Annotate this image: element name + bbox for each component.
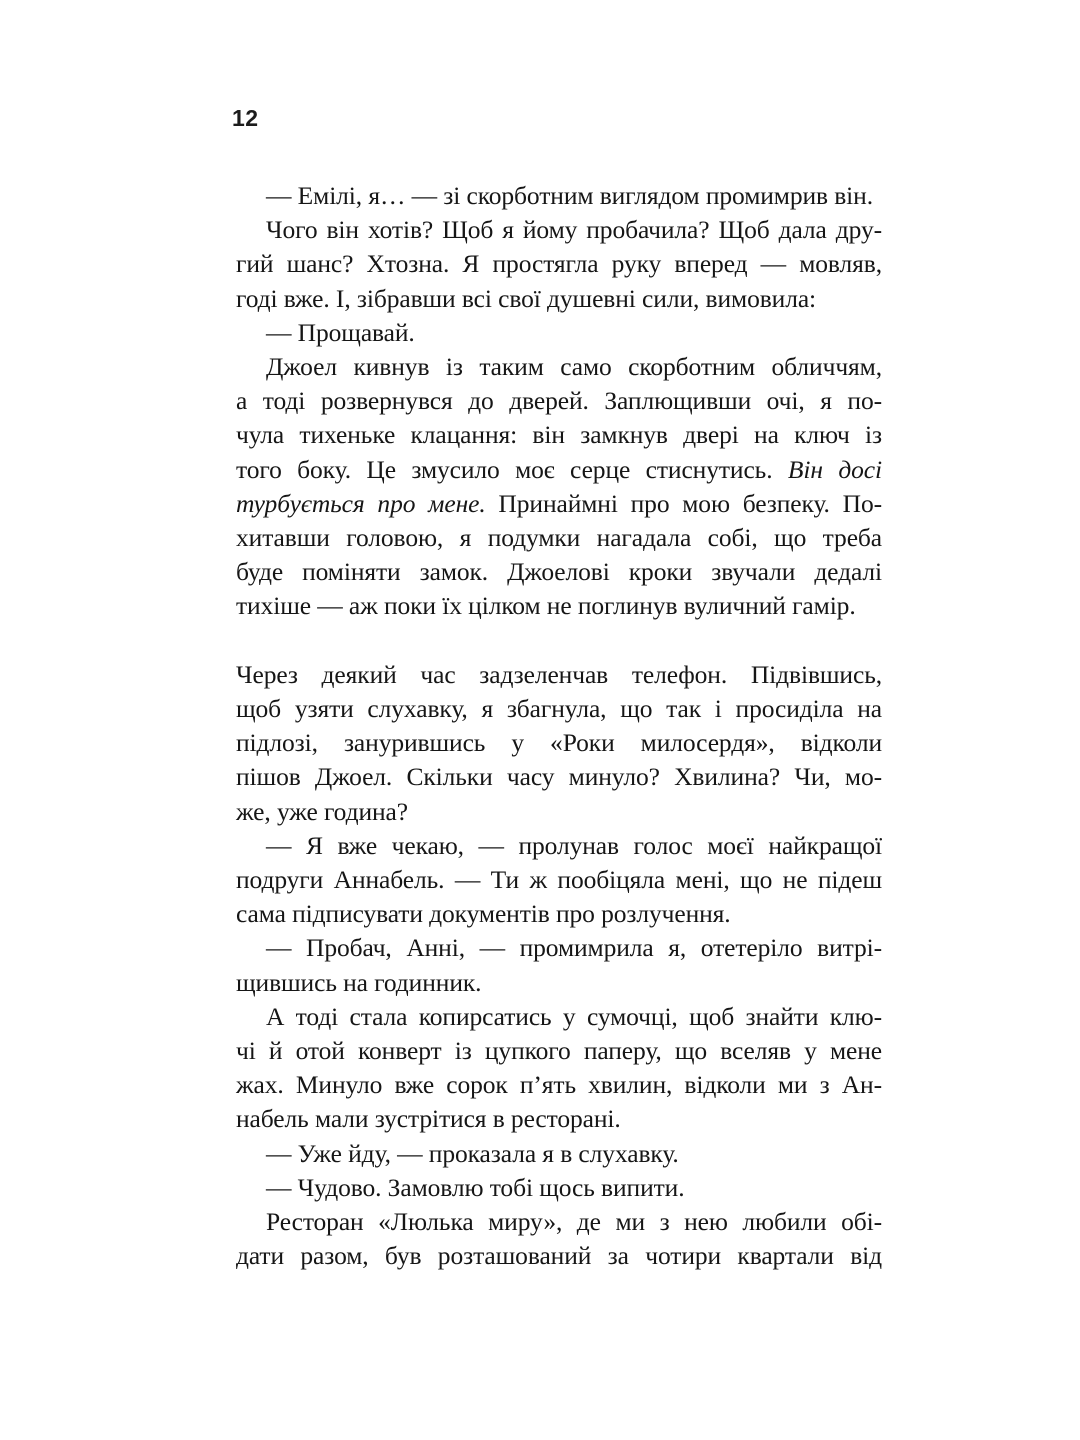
text-line <box>236 897 882 931</box>
text-segment: Через деякий час задзеленчав телефон. Підвівшись, <box>236 659 882 689</box>
text-segment: подруги Аннабель. — Ти ж пообіцяла мені, що не підеш <box>236 865 882 895</box>
page-number: 12 <box>232 105 259 131</box>
text-line <box>236 829 882 863</box>
page-text <box>236 179 882 1273</box>
text-segment: чі й отой конверт із цупкого паперу, що вселяв у мене <box>236 1036 882 1066</box>
text-line <box>236 760 882 794</box>
text-line <box>236 418 882 452</box>
text-segment: А тоді стала копирсатись у сумочці, щоб знайти клю- <box>266 1001 882 1031</box>
text-line <box>236 350 882 384</box>
text-segment: жах. Минуло вже сорок п’ять хвилин, відколи ми з Ан- <box>236 1070 882 1100</box>
text-line <box>236 658 882 692</box>
text-segment: же, уже година? <box>236 796 408 826</box>
text-line <box>236 384 882 418</box>
text-line <box>236 795 882 829</box>
text-segment: хитавши головою, я подумки нагадала собі, що треба <box>236 523 882 553</box>
text-line <box>236 863 882 897</box>
text-line <box>236 487 882 521</box>
text-segment: — Пробач, Анні, — промимрила я, отетеріло витрі- <box>266 933 882 963</box>
text-segment: — Емілі, я… — зі скорботним виглядом промимрив він. <box>266 181 873 210</box>
text-line <box>236 1000 882 1034</box>
text-line <box>236 1137 882 1171</box>
text-segment: дати разом, був розташований за чотири квартали від <box>236 1241 882 1271</box>
text-segment: Принаймні про мою безпеку. По- <box>485 488 882 518</box>
text-segment: набель мали зустрітися в ресторані. <box>236 1104 621 1134</box>
text-line <box>236 521 882 555</box>
text-line <box>236 1068 882 1102</box>
text-line <box>236 966 882 1000</box>
text-line <box>236 692 882 726</box>
text-line <box>236 726 882 760</box>
text-line <box>236 1034 882 1068</box>
text-line <box>236 589 882 623</box>
text-segment-italic: Він досі <box>787 454 882 484</box>
text-segment: того боку. Це змусило моє серце стиснутись. <box>236 454 788 484</box>
text-line <box>236 931 882 965</box>
text-segment: пішов Джоел. Скільки часу минуло? Хвилина? Чи, мо- <box>236 762 882 792</box>
text-segment-italic: турбується про мене. <box>236 488 486 518</box>
text-segment: — Прощавай. <box>266 317 415 347</box>
text-line <box>236 213 882 247</box>
text-line <box>236 282 882 316</box>
text-segment: сама підписувати документів про розлучення. <box>236 899 731 929</box>
text-segment: Джоел кивнув із таким само скорботним обличчям, <box>266 352 882 382</box>
text-segment: чула тихеньке клацання: він замкнув двері на ключ із <box>236 420 882 450</box>
text-segment: — Чудово. Замовлю тобі щось випити. <box>266 1172 685 1202</box>
text-line <box>236 1171 882 1205</box>
text-segment: Ресторан «Люлька миру», де ми з нею любили обі- <box>266 1207 882 1237</box>
text-segment: щившись на годинник. <box>236 967 482 997</box>
text-segment: буде поміняти замок. Джоелові кроки звучали дедалі <box>236 557 882 587</box>
text-line <box>236 555 882 589</box>
text-line <box>236 247 882 281</box>
text-line <box>236 1239 882 1273</box>
text-segment: гий шанс? Хтозна. Я простягла руку вперед — мовляв, <box>236 249 882 279</box>
text-segment: Чого він хотів? Щоб я йому пробачила? Щоб дала дру- <box>266 215 882 245</box>
text-segment: — Я вже чекаю, — пролунав голос моєї найкращої <box>266 830 882 860</box>
text-line <box>236 1102 882 1136</box>
text-segment: підлозі, занурившись у «Роки милосердя», відколи <box>236 728 882 758</box>
text-segment: щоб узяти слухавку, я збагнула, що так і просиділа на <box>236 694 882 724</box>
text-segment: а тоді розвернувся до дверей. Заплющивши очі, я по- <box>236 386 882 416</box>
text-line <box>236 316 882 350</box>
text-segment: тихіше — аж поки їх цілком не поглинув вуличний гамір. <box>236 591 856 621</box>
text-line <box>236 179 882 213</box>
text-line <box>236 453 882 487</box>
text-segment: — Уже йду, — проказала я в слухавку. <box>266 1138 679 1168</box>
text-line <box>236 1205 882 1239</box>
text-segment: годі вже. І, зібравши всі свої душевні сили, вимовила: <box>236 283 817 313</box>
